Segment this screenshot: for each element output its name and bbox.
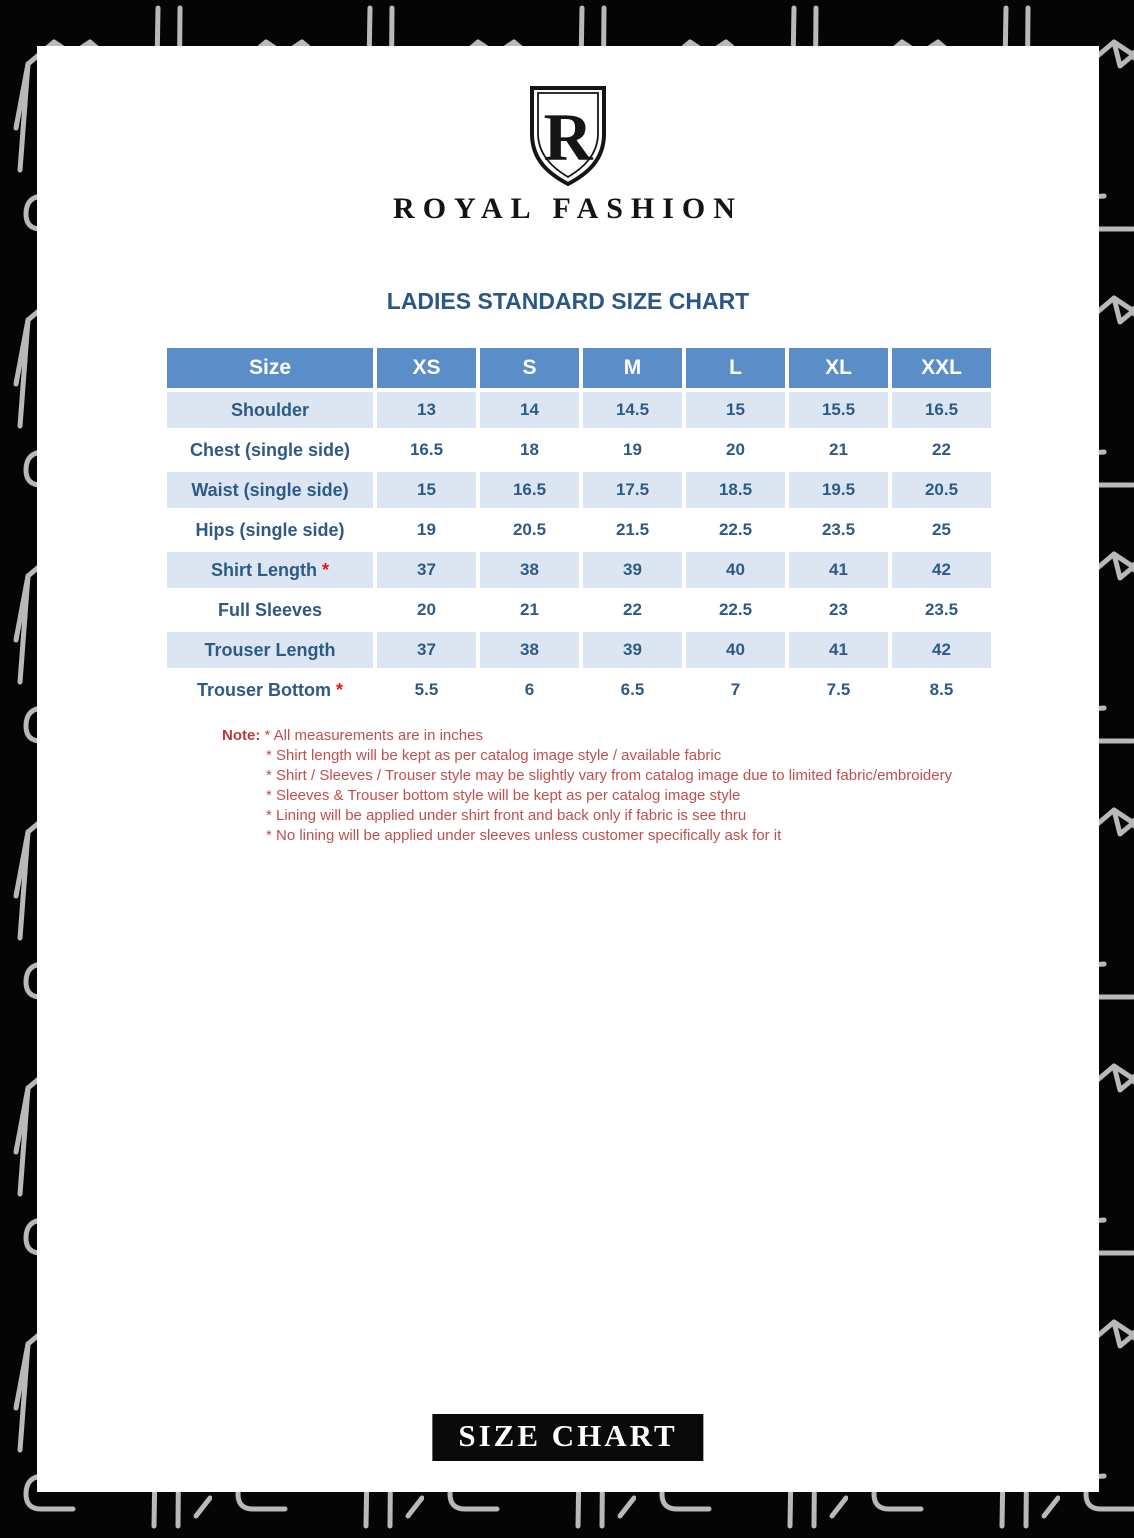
note-line	[222, 786, 1022, 806]
note-label: Note:	[222, 727, 265, 744]
size-value-cell: 23	[789, 592, 888, 628]
size-value-cell: 21.5	[583, 512, 682, 548]
page-title: LADIES STANDARD SIZE CHART	[386, 288, 750, 314]
size-value-cell: 7	[686, 672, 785, 708]
size-value-cell: 22	[583, 592, 682, 628]
size-value-cell: 14	[480, 392, 579, 428]
size-value-cell: 23.5	[789, 512, 888, 548]
note-text: * Shirt length will be kept as per catalog image style / available fabric	[266, 747, 722, 764]
red-asterisk: *	[316, 559, 329, 580]
row-label: Trouser Bottom *	[167, 672, 373, 708]
size-value-cell: 18	[480, 432, 579, 468]
note-line	[222, 806, 1022, 826]
size-value-cell: 22	[892, 432, 991, 468]
size-value-cell: 5.5	[377, 672, 476, 708]
size-value-cell: 41	[789, 632, 888, 668]
size-value-cell: 39	[583, 552, 682, 588]
column-header-xl: XL	[789, 348, 888, 388]
size-table-container	[163, 344, 995, 712]
row-label: Waist (single side)	[167, 472, 373, 508]
content-sheet	[37, 46, 1099, 1492]
note-line	[222, 746, 1022, 766]
row-label: Shoulder	[167, 392, 373, 428]
size-value-cell: 38	[480, 552, 579, 588]
size-value-cell: 15	[686, 392, 785, 428]
size-value-cell: 8.5	[892, 672, 991, 708]
note-text: * Shirt / Sleeves / Trouser style may be slightly vary from catalog image due to limited fabric/embroidery	[266, 767, 953, 784]
row-label: Shirt Length *	[167, 552, 373, 588]
size-value-cell: 19.5	[789, 472, 888, 508]
size-value-cell: 21	[789, 432, 888, 468]
table-row	[167, 472, 991, 508]
table-row	[167, 392, 991, 428]
shield-monogram-icon	[524, 84, 612, 188]
size-value-cell: 16.5	[480, 472, 579, 508]
table-row	[167, 432, 991, 468]
size-value-cell: 17.5	[583, 472, 682, 508]
column-header-m: M	[583, 348, 682, 388]
red-asterisk: *	[331, 679, 344, 700]
size-value-cell: 13	[377, 392, 476, 428]
size-value-cell: 42	[892, 632, 991, 668]
table-row	[167, 592, 991, 628]
size-value-cell: 23.5	[892, 592, 991, 628]
size-value-cell: 40	[686, 632, 785, 668]
note-text: * All measurements are in inches	[264, 727, 483, 744]
brand-name: ROYAL FASHION	[393, 192, 743, 225]
note-text: * Lining will be applied under shirt front and back only if fabric is see thru	[266, 807, 747, 824]
size-chart-banner: SIZE CHART	[432, 1414, 703, 1461]
size-value-cell: 21	[480, 592, 579, 628]
note-text: * Sleeves & Trouser bottom style will be kept as per catalog image style	[266, 787, 741, 804]
size-value-cell: 22.5	[686, 512, 785, 548]
table-header-row	[167, 348, 991, 388]
row-label: Full Sleeves	[167, 592, 373, 628]
size-value-cell: 40	[686, 552, 785, 588]
note-text: * No lining will be applied under sleeves unless customer specifically ask for it	[266, 827, 782, 844]
table-row	[167, 552, 991, 588]
brand-logo	[37, 84, 1099, 193]
size-value-cell: 6.5	[583, 672, 682, 708]
size-value-cell: 37	[377, 632, 476, 668]
size-value-cell: 22.5	[686, 592, 785, 628]
size-value-cell: 20.5	[480, 512, 579, 548]
table-row	[167, 632, 991, 668]
monogram-letter: R	[543, 99, 593, 175]
note-line	[222, 826, 1022, 846]
size-value-cell: 19	[377, 512, 476, 548]
row-label: Chest (single side)	[167, 432, 373, 468]
row-label: Trouser Length	[167, 632, 373, 668]
size-value-cell: 6	[480, 672, 579, 708]
size-value-cell: 37	[377, 552, 476, 588]
column-header-xs: XS	[377, 348, 476, 388]
size-value-cell: 18.5	[686, 472, 785, 508]
note-line	[222, 766, 1022, 786]
size-value-cell: 15.5	[789, 392, 888, 428]
column-header-s: S	[480, 348, 579, 388]
note-line	[222, 726, 1022, 746]
column-header-l: L	[686, 348, 785, 388]
column-header-size: Size	[167, 348, 373, 388]
size-value-cell: 41	[789, 552, 888, 588]
size-value-cell: 20.5	[892, 472, 991, 508]
size-value-cell: 16.5	[892, 392, 991, 428]
row-label: Hips (single side)	[167, 512, 373, 548]
size-value-cell: 38	[480, 632, 579, 668]
size-value-cell: 20	[377, 592, 476, 628]
notes-block	[222, 726, 1022, 846]
size-value-cell: 14.5	[583, 392, 682, 428]
size-value-cell: 16.5	[377, 432, 476, 468]
size-value-cell: 39	[583, 632, 682, 668]
size-value-cell: 15	[377, 472, 476, 508]
size-value-cell: 20	[686, 432, 785, 468]
size-value-cell: 25	[892, 512, 991, 548]
size-value-cell: 7.5	[789, 672, 888, 708]
size-value-cell: 42	[892, 552, 991, 588]
column-header-xxl: XXL	[892, 348, 991, 388]
size-chart-table	[163, 344, 995, 712]
size-value-cell: 19	[583, 432, 682, 468]
table-row	[167, 512, 991, 548]
table-row	[167, 672, 991, 708]
